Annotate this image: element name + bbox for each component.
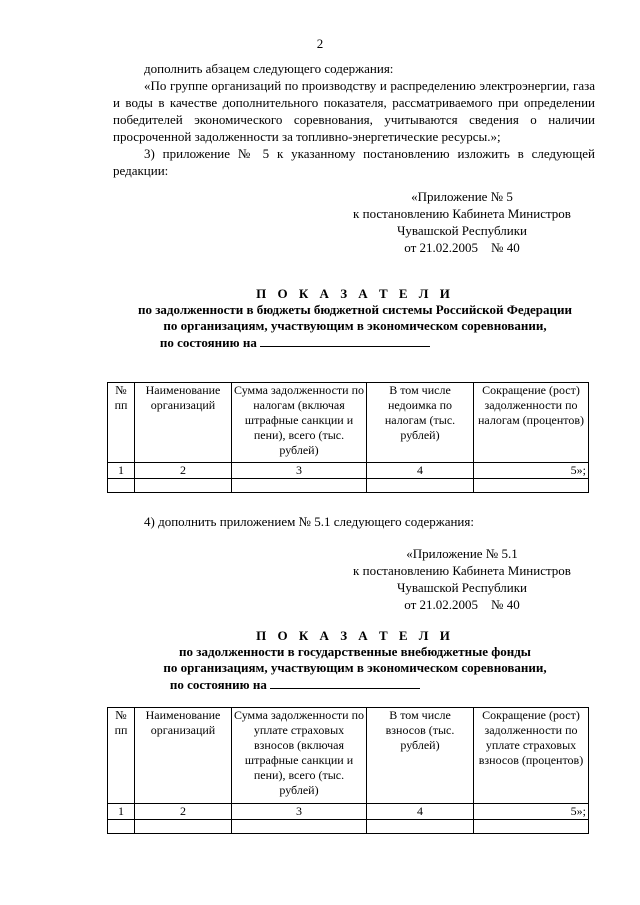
page-number: 2 <box>316 36 324 51</box>
body-paragraph-3: 3) приложение № 5 к указанному постановлению изложить в следующей редакции: <box>113 146 595 178</box>
appendix-line: Чувашской Республики <box>396 580 528 595</box>
appendix-line: к постановлению Кабинета Министров <box>353 563 571 578</box>
table-header-row <box>108 383 589 463</box>
appendix-line: от 21.02.2005 № 40 <box>404 240 520 255</box>
paragraph-text: дополнить абзацем следующего содержания: <box>144 61 394 76</box>
as-of-label: по состоянию на <box>159 335 257 350</box>
table-header-row <box>108 708 589 804</box>
appendix-line: Чувашской Республики <box>396 223 528 238</box>
table-cell: 2 <box>135 804 232 820</box>
appendix-5-caption <box>330 188 594 256</box>
table-cell <box>108 820 135 834</box>
table-cell: 4 <box>367 463 474 479</box>
table-cell: 5»; <box>474 463 589 479</box>
table-cell <box>474 820 589 834</box>
section-subtitle: по задолженности в государственные внебюджетные фонды <box>179 644 531 659</box>
section-subtitle: по организациям, участвующим в экономическом соревновании, <box>163 660 547 675</box>
body-paragraph-4: 4) дополнить приложением № 5.1 следующего содержания: <box>144 514 474 529</box>
table-header-cell: Сумма задолженности по уплате страховых взносов (включая штрафные санкции и пени), всего (тыс. рублей) <box>232 708 367 804</box>
table-header-cell: № пп <box>108 708 135 804</box>
date-blank-line <box>270 676 420 689</box>
appendix-5-1-caption <box>330 545 594 613</box>
table-cell <box>474 479 589 493</box>
section-heading: П О К А З А Т Е Л И <box>256 628 454 643</box>
table-cell: 1 <box>108 463 135 479</box>
section-heading: П О К А З А Т Е Л И <box>256 286 454 301</box>
table-cell: 2 <box>135 463 232 479</box>
section-subtitle-date <box>0 334 640 351</box>
table-number-row <box>108 463 589 479</box>
table-1 <box>107 382 589 493</box>
appendix-line: от 21.02.2005 № 40 <box>404 597 520 612</box>
table-cell: 4 <box>367 804 474 820</box>
table-header-cell: В том числе взносов (тыс. рублей) <box>367 708 474 804</box>
appendix-line: «Приложение № 5 <box>411 189 513 204</box>
table-header-cell: В том числе недоимка по налогам (тыс. рублей) <box>367 383 474 463</box>
section-subtitle: по задолженности в бюджеты бюджетной системы Российской Федерации <box>137 302 573 317</box>
date-blank-line <box>260 334 430 347</box>
body-paragraph-2: «По группе организаций по производству и распределению электроэнергии, газа и воды в качестве дополнительного показателя, рассматриваемого при определении победителей экономического соревнования, учитываются сведения о наличии просроченной задолженности за топливно-энергетические ресурсы.»; <box>113 78 595 144</box>
section-2-title <box>0 628 640 693</box>
table-header-cell: Сумма задолженности по налогам (включая штрафные санкции и пени), всего (тыс. рублей) <box>232 383 367 463</box>
table-cell: 3 <box>232 463 367 479</box>
table-empty-row <box>108 479 589 493</box>
appendix-line: к постановлению Кабинета Министров <box>353 206 571 221</box>
table-cell <box>108 479 135 493</box>
as-of-label: по состоянию на <box>169 677 267 692</box>
table-empty-row <box>108 820 589 834</box>
table-cell: 1 <box>108 804 135 820</box>
table-cell <box>367 479 474 493</box>
table-2 <box>107 707 589 834</box>
table-cell <box>232 820 367 834</box>
section-subtitle-date <box>0 676 640 693</box>
body-paragraph-1 <box>113 60 595 77</box>
table-number-row <box>108 804 589 820</box>
table-header-cell: № пп <box>108 383 135 463</box>
table-cell <box>232 479 367 493</box>
table-cell: 3 <box>232 804 367 820</box>
table-cell: 5»; <box>474 804 589 820</box>
section-1-title <box>0 286 640 351</box>
table-cell <box>135 820 232 834</box>
table-header-cell: Сокращение (рост) задолженности по уплате страховых взносов (процентов) <box>474 708 589 804</box>
table-header-cell: Наименование организаций <box>135 708 232 804</box>
table-header-cell: Сокращение (рост) задолженности по налогам (процентов) <box>474 383 589 463</box>
table-cell <box>367 820 474 834</box>
table-header-cell: Наименование организаций <box>135 383 232 463</box>
appendix-line: «Приложение № 5.1 <box>406 546 518 561</box>
table-cell <box>135 479 232 493</box>
section-subtitle: по организациям, участвующим в экономическом соревновании, <box>163 318 547 333</box>
